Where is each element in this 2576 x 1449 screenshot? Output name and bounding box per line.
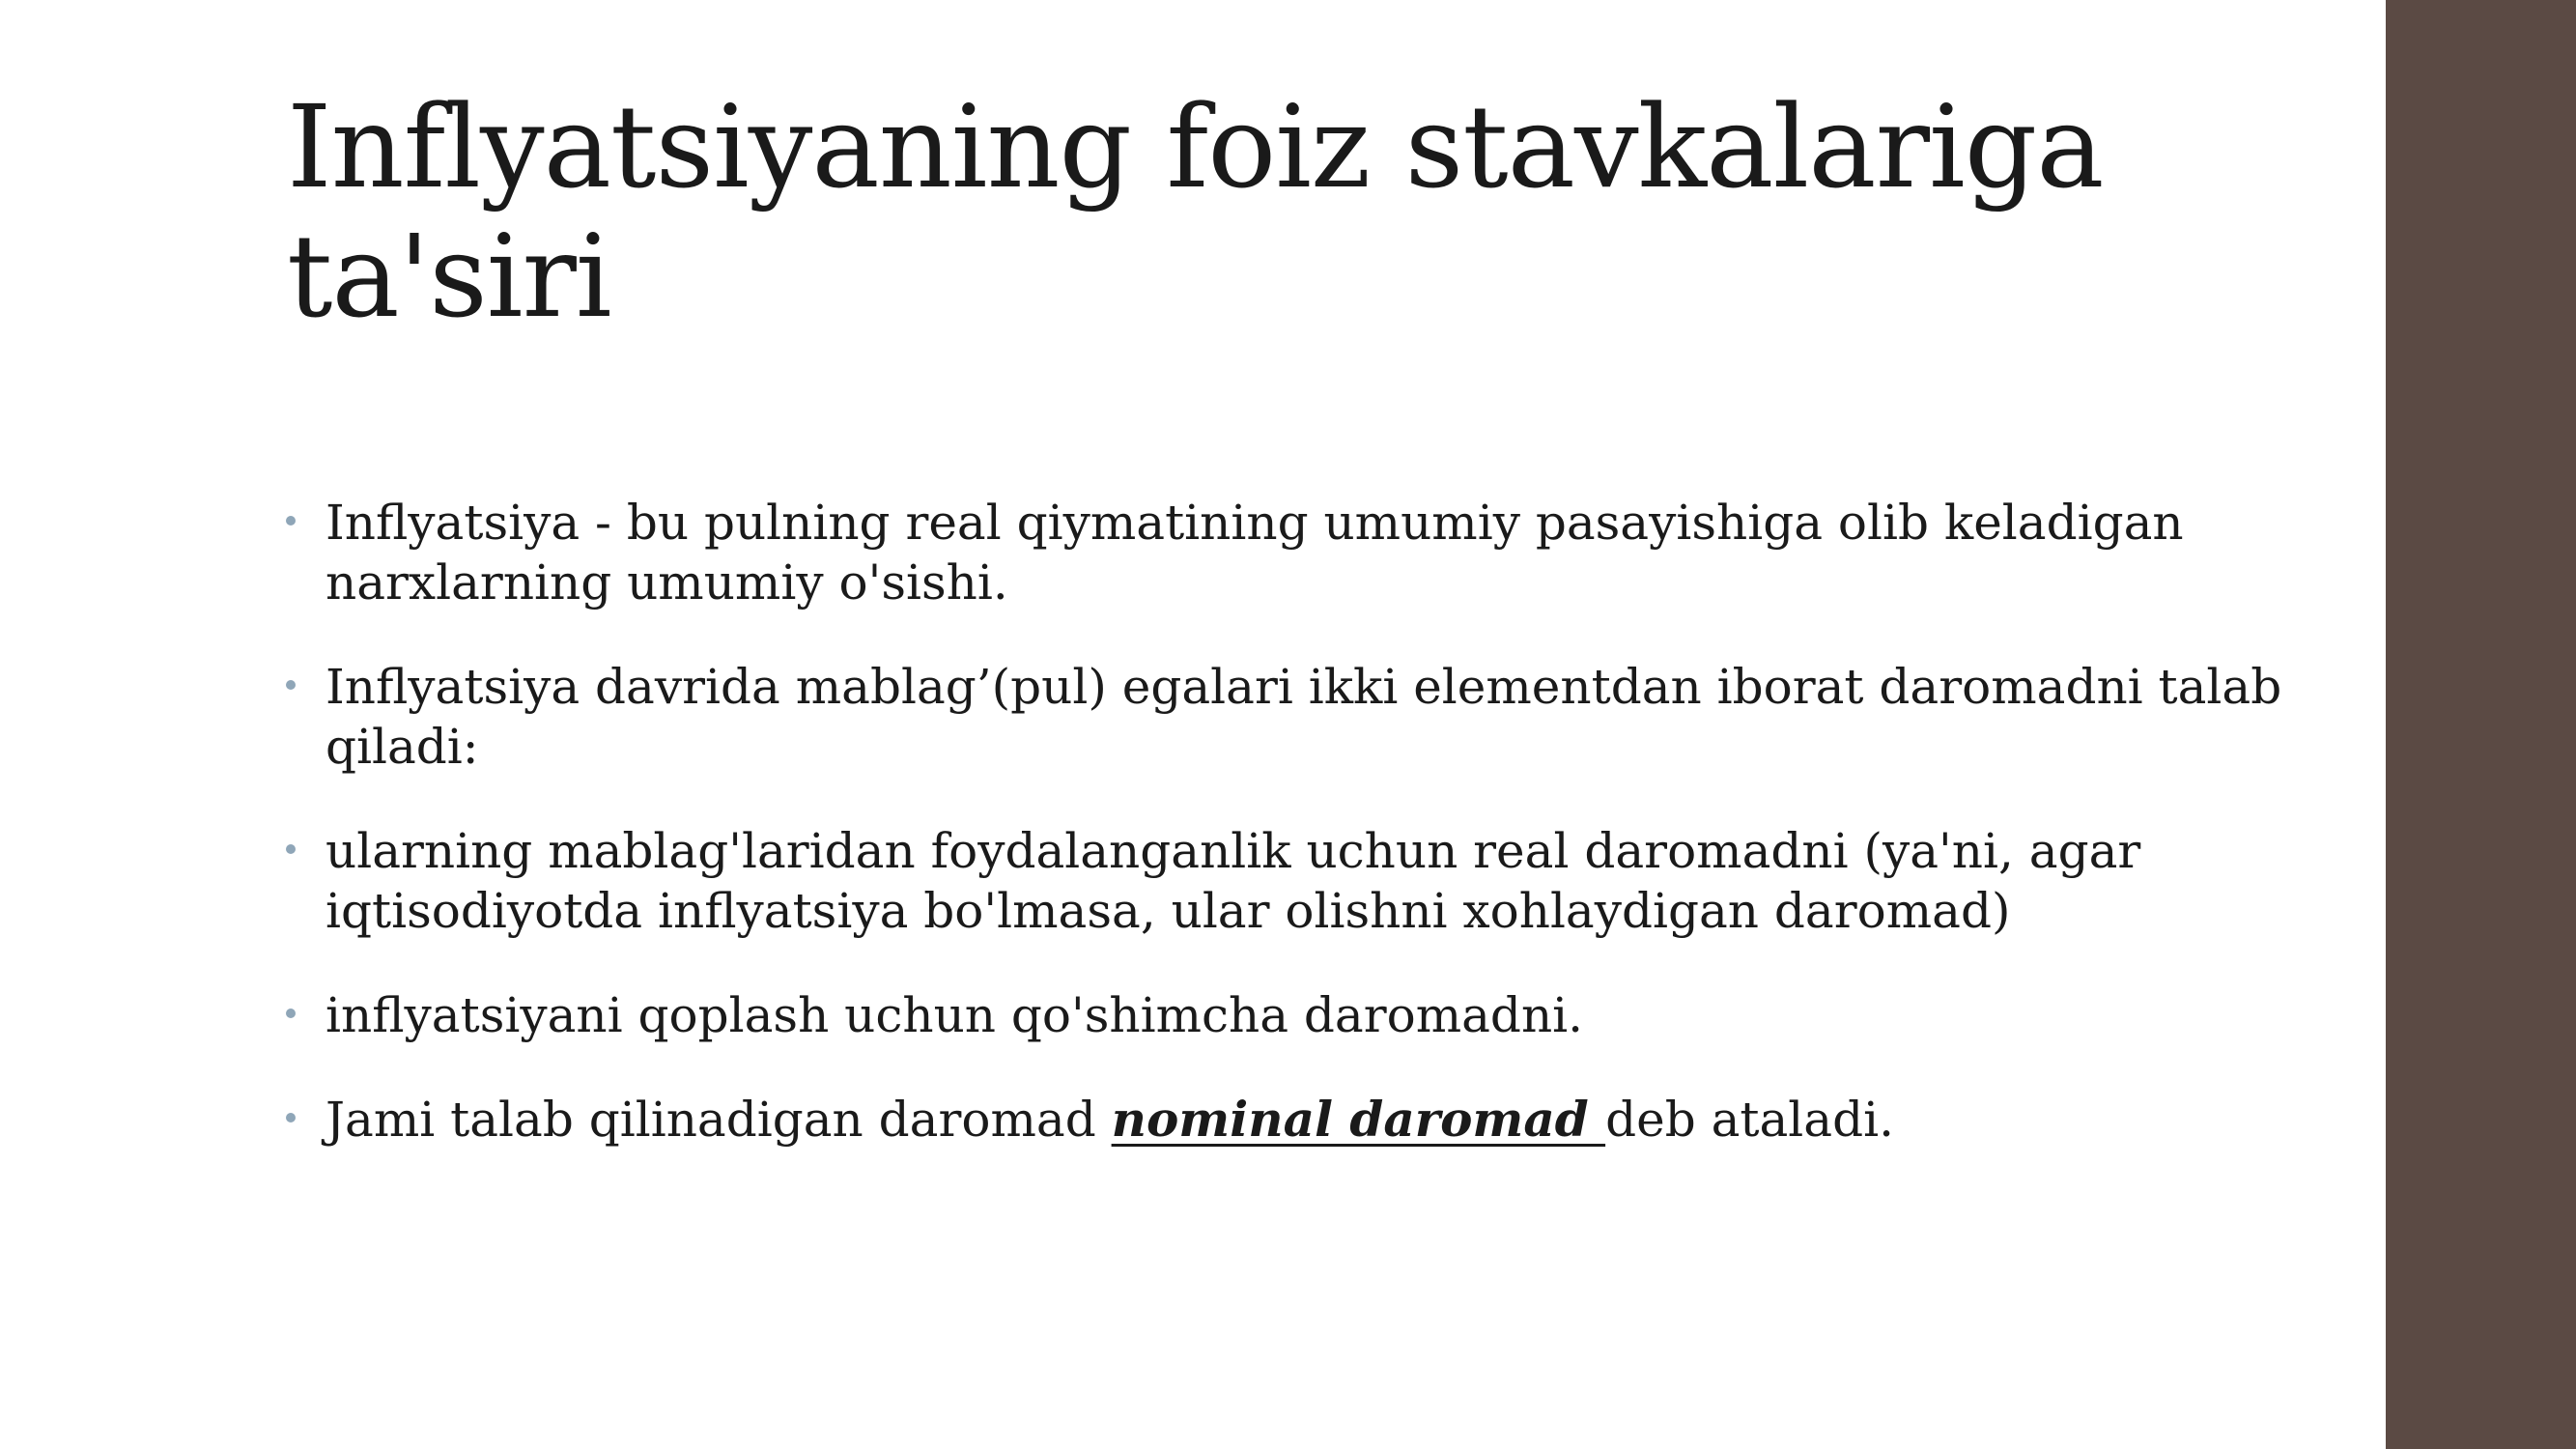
bullet-item-real-income (282, 821, 2291, 941)
bullet-dot-icon (286, 844, 296, 854)
bullet-item-extra-income (282, 985, 2291, 1045)
bullet-text: Inflyatsiya davrida mablag’(pul) egalari ikki elementdan iborat daromadni talab qiladi: (326, 659, 2282, 775)
bullet-dot-icon (286, 1113, 296, 1122)
bullet-dot-icon (286, 680, 296, 690)
bullet-text-prefix: Jami talab qilinadigan daromad (326, 1092, 1112, 1148)
nominal-income-term: nominal daromad (1111, 1091, 1606, 1148)
bullet-text: ularning mablag'laridan foydalanganlik uchun real daromadni (ya'ni, agar iqtisodiyotda inflyatsiya bo'lmasa, ular olishni xohlaydigan daromad) (326, 823, 2141, 939)
bullet-text-suffix: deb ataladi. (1605, 1092, 1894, 1148)
bullet-item-inflation-definition (282, 493, 2291, 612)
accent-side-bar (2386, 0, 2576, 1449)
slide-title-line-2: ta'siri (287, 210, 611, 343)
bullet-text: Inflyatsiya - bu pulning real qiymatining umumiy pasayishiga olib keladigan narxlarning umumiy o'sishi. (326, 495, 2184, 611)
bullet-item-nominal-income (282, 1090, 2291, 1150)
bullet-dot-icon (286, 516, 296, 526)
slide-title-line-1: Inflyatsiyaning foiz stavkalariga (287, 80, 2104, 213)
bullet-item-income-elements (282, 657, 2291, 777)
bullet-dot-icon (286, 1009, 296, 1018)
slide-title (287, 82, 2219, 341)
bullet-text: inflyatsiyani qoplash uchun qo'shimcha daromadni. (326, 987, 1584, 1043)
bullet-list (282, 493, 2291, 1194)
